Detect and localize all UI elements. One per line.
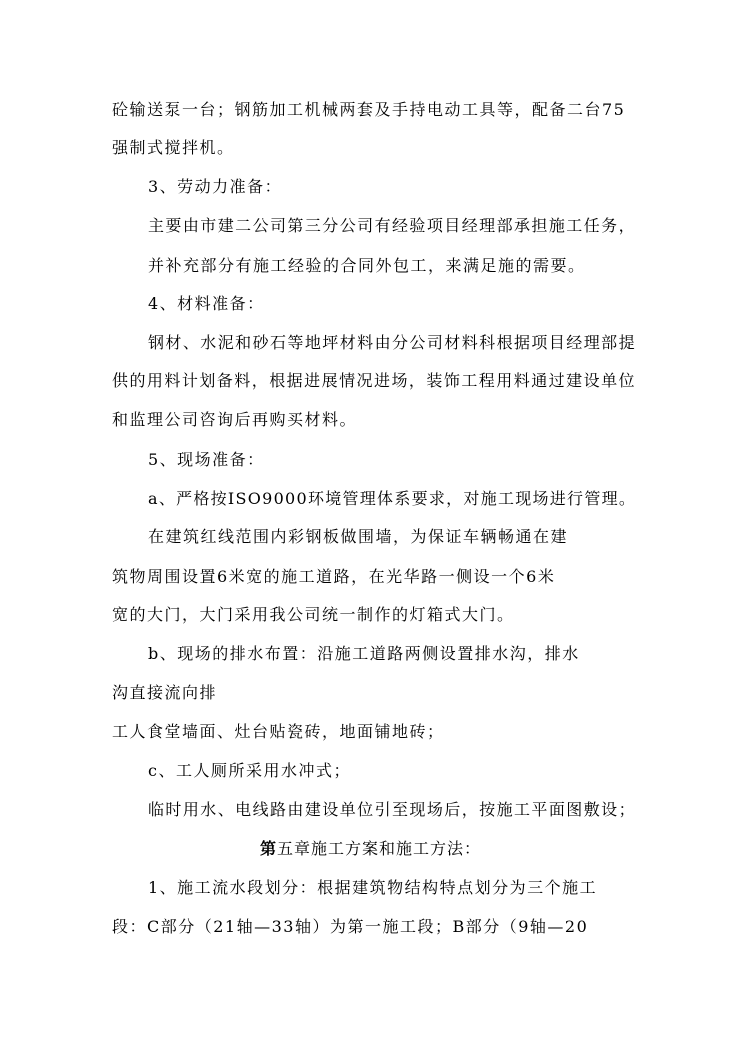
paragraph-line-17: 1、施工流水段划分：根据建筑物结构特点划分为三个施工 xyxy=(148,878,598,897)
chapter-heading xyxy=(260,839,481,859)
paragraph-line-12: b、现场的排水布置：沿施工道路两侧设置排水沟，排水 xyxy=(148,644,580,663)
paragraph-line-14: 工人食堂墙面、灶台贴瓷砖，地面铺地砖； xyxy=(112,722,445,741)
paragraph-line-11: 宽的大门，大门采用我公司统一制作的灯箱式大门。 xyxy=(112,605,515,624)
paragraph-line-15: c、工人厕所采用水冲式； xyxy=(148,761,351,780)
chapter-heading-text: 五章施工方案和施工方法： xyxy=(277,839,482,858)
paragraph-line-9: 在建筑红线范围内彩钢板做围墙，为保证车辆畅通在建 xyxy=(148,527,569,546)
paragraph-line-3: 主要由市建二公司第三分公司有经验项目经理部承担施工任务， xyxy=(148,216,637,235)
paragraph-line-16: 临时用水、电线路由建设单位引至现场后，按施工平面图敷设； xyxy=(148,800,637,819)
paragraph-line-4: 并补充部分有施工经验的合同外包工，来满足施的需要。 xyxy=(148,256,586,275)
paragraph-line-1: 砼输送泵一台；钢筋加工机械两套及手持电动工具等，配备二台75 xyxy=(112,100,626,119)
paragraph-line-13: 沟直接流向排 xyxy=(112,683,218,702)
paragraph-line-6: 供的用料计划备料，根据进展情况进场，装饰工程用料通过建设单位 xyxy=(112,371,637,390)
paragraph-line-8: a、严格按ISO9000环境管理体系要求，对施工现场进行管理。 xyxy=(148,489,637,508)
paragraph-line-10: 筑物周围设置6米宽的施工道路，在光华路一侧设一个6米 xyxy=(112,567,556,586)
paragraph-line-7: 和监理公司咨询后再购买材料。 xyxy=(112,410,358,429)
paragraph-line-2: 强制式搅拌机。 xyxy=(112,138,235,157)
chapter-heading-prefix: 第 xyxy=(260,839,278,858)
section-heading-materials: 4、材料准备： xyxy=(148,294,265,313)
paragraph-line-18: 段：C部分（21轴—33轴）为第一施工段；B部分（9轴—20 xyxy=(112,917,589,936)
section-heading-site: 5、现场准备： xyxy=(148,450,265,469)
section-heading-labor: 3、劳动力准备： xyxy=(148,177,283,196)
paragraph-line-5: 钢材、水泥和砂石等地坪材料由分公司材料科根据项目经理部提 xyxy=(148,333,637,352)
